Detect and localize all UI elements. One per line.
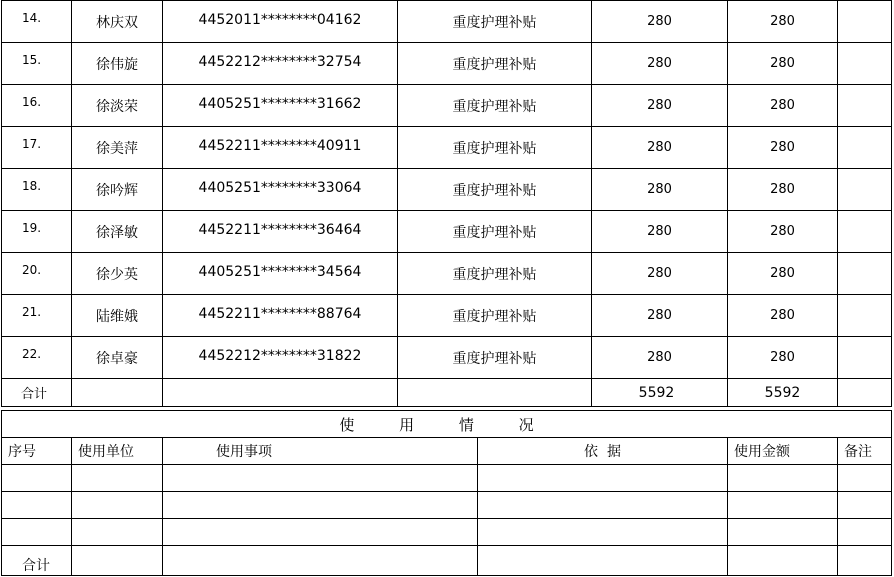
row-id-number: 4452211********88764 <box>163 295 398 337</box>
total-blank-cell <box>72 379 163 407</box>
usage-blank-row <box>2 492 892 519</box>
table-row <box>2 295 892 337</box>
table-row <box>2 43 892 85</box>
row-item: 重度护理补贴 <box>398 253 592 295</box>
table-row <box>2 1 892 43</box>
table-row <box>2 253 892 295</box>
row-number: 14. <box>2 1 72 43</box>
subsidy-table <box>1 0 892 407</box>
row-amount-2: 280 <box>728 169 838 211</box>
table-row <box>2 337 892 379</box>
row-name: 林庆双 <box>72 1 163 43</box>
header-amount: 使用金额 <box>728 438 838 465</box>
row-remark <box>838 211 892 253</box>
total-blank-cell <box>838 379 892 407</box>
row-name: 徐淡荣 <box>72 85 163 127</box>
table-row <box>2 211 892 253</box>
row-id-number: 4452212********32754 <box>163 43 398 85</box>
usage-blank-row <box>2 465 892 492</box>
row-id-number: 4405251********34564 <box>163 253 398 295</box>
row-id-number: 4405251********33064 <box>163 169 398 211</box>
row-amount-2: 280 <box>728 211 838 253</box>
row-number: 19. <box>2 211 72 253</box>
total-blank-cell <box>398 379 592 407</box>
row-name: 徐泽敏 <box>72 211 163 253</box>
header-no: 序号 <box>2 438 72 465</box>
row-id-number: 4452011********04162 <box>163 1 398 43</box>
row-name: 徐少英 <box>72 253 163 295</box>
row-amount-1: 280 <box>592 85 728 127</box>
row-remark <box>838 85 892 127</box>
usage-total-row <box>2 546 892 576</box>
usage-table <box>1 410 892 576</box>
usage-section-title: 使 用 情 况 <box>2 411 892 438</box>
row-item: 重度护理补贴 <box>398 85 592 127</box>
row-name: 徐美萍 <box>72 127 163 169</box>
row-amount-2: 280 <box>728 1 838 43</box>
row-number: 21. <box>2 295 72 337</box>
row-number: 17. <box>2 127 72 169</box>
row-amount-1: 280 <box>592 43 728 85</box>
row-item: 重度护理补贴 <box>398 1 592 43</box>
row-name: 徐伟旋 <box>72 43 163 85</box>
row-remark <box>838 1 892 43</box>
row-amount-2: 280 <box>728 127 838 169</box>
row-number: 20. <box>2 253 72 295</box>
usage-total-label: 合计 <box>2 546 72 576</box>
table-row <box>2 127 892 169</box>
row-amount-2: 280 <box>728 43 838 85</box>
usage-blank-row <box>2 519 892 546</box>
row-item: 重度护理补贴 <box>398 127 592 169</box>
row-amount-1: 280 <box>592 337 728 379</box>
usage-header-row <box>2 438 892 465</box>
row-amount-1: 280 <box>592 169 728 211</box>
total-blank-cell <box>163 379 398 407</box>
total-row <box>2 379 892 407</box>
row-id-number: 4452211********40911 <box>163 127 398 169</box>
table-row <box>2 169 892 211</box>
row-name: 徐吟辉 <box>72 169 163 211</box>
header-item: 使用事项 <box>163 438 478 465</box>
row-remark <box>838 337 892 379</box>
total-label: 合计 <box>2 379 72 407</box>
row-remark <box>838 43 892 85</box>
row-item: 重度护理补贴 <box>398 337 592 379</box>
row-amount-2: 280 <box>728 295 838 337</box>
row-item: 重度护理补贴 <box>398 211 592 253</box>
row-amount-2: 280 <box>728 337 838 379</box>
row-id-number: 4452211********36464 <box>163 211 398 253</box>
row-id-number: 4452212********31822 <box>163 337 398 379</box>
row-name: 徐卓豪 <box>72 337 163 379</box>
row-item: 重度护理补贴 <box>398 43 592 85</box>
row-number: 18. <box>2 169 72 211</box>
row-item: 重度护理补贴 <box>398 295 592 337</box>
row-amount-2: 280 <box>728 253 838 295</box>
row-number: 22. <box>2 337 72 379</box>
total-amount-1: 5592 <box>592 379 728 407</box>
row-id-number: 4405251********31662 <box>163 85 398 127</box>
row-amount-1: 280 <box>592 127 728 169</box>
total-amount-2: 5592 <box>728 379 838 407</box>
row-name: 陆维娥 <box>72 295 163 337</box>
row-number: 15. <box>2 43 72 85</box>
header-remark: 备注 <box>838 438 892 465</box>
row-amount-2: 280 <box>728 85 838 127</box>
row-remark <box>838 127 892 169</box>
header-basis: 依 据 <box>478 438 728 465</box>
row-remark <box>838 253 892 295</box>
row-remark <box>838 169 892 211</box>
row-amount-1: 280 <box>592 253 728 295</box>
row-number: 16. <box>2 85 72 127</box>
table-row <box>2 85 892 127</box>
row-item: 重度护理补贴 <box>398 169 592 211</box>
row-amount-1: 280 <box>592 1 728 43</box>
row-remark <box>838 295 892 337</box>
row-amount-1: 280 <box>592 211 728 253</box>
header-unit: 使用单位 <box>72 438 163 465</box>
row-amount-1: 280 <box>592 295 728 337</box>
